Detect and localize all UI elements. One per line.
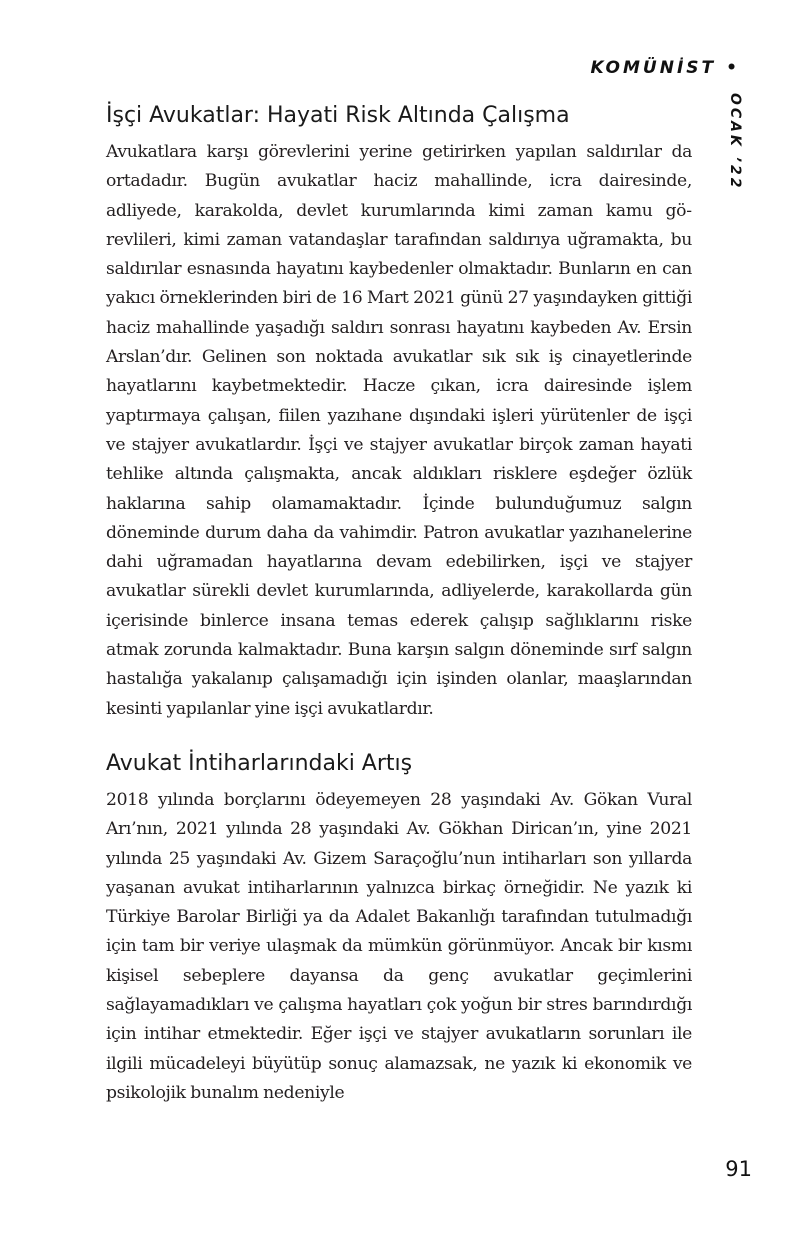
running-head xyxy=(590,58,740,78)
section-body: Avukatlara karşı görevlerini yerine getirirken yapılan saldırılar da ortadadır. Bugün avukatlar haciz mahallinde, icra dairesinde, adliyede, karakolda, devlet kurumlarında kimi zaman kamu görevlileri, kimi zaman vatandaşlar tarafından saldırıya uğramakta, bu saldırılar esnasında hayatını kaybedenler olmaktadır. Bunların en can yakıcı örneklerinden biri de 16 Mart 2021 günü 27 yaşındayken gittiği haciz mahallinde yaşadığı saldırı sonrası hayatını kaybeden Av. Ersin Arslan’dır. Gelinen son noktada avukatlar sık sık iş cinayetlerinde hayatlarını kaybetmektedir. Hacze çıkan, icra dairesinde işlem yaptırmaya çalışan, fiilen yazıhane dışındaki işleri yürütenler de işçi ve stajyer avukatlardır. İşçi ve stajyer avukatlar birçok zaman hayati tehlike altında çalışmakta, ancak aldıkları risklere eşdeğer özlük haklarına sahip olamamaktadır. İçinde bulunduğumuz salgın döneminde durum daha da vahimdir. Patron avukatlar yazıhanelerine dahi uğramadan hayatlarına devam edebilirken, işçi ve stajyer avukatlar sürekli devlet kurumlarında, adliyelerde, karakollarda gün içerisinde binlerce insana temas ederek çalışıp sağlıklarını riske atmak zorunda kalmaktadır. Buna karşın salgın döneminde sırf salgın hastalığa yakalanıp çalışamadığı için işinden olanlar, maaşlarından kesinti yapılanlar yine işçi avukatlardır. xyxy=(106,142,692,719)
section-heading: Avukat İntiharlarındaki Artış xyxy=(106,750,413,776)
section-heading: İşçi Avukatlar: Hayati Risk Altında Çalışma xyxy=(106,103,570,128)
page-number: 91 xyxy=(725,1157,752,1181)
issue-date-vertical: OCAK ’22 xyxy=(727,93,743,191)
article-content xyxy=(106,98,692,1108)
section-worker-lawyers-risk xyxy=(106,98,692,724)
section-lawyer-suicides xyxy=(106,746,692,1108)
section-body: 2018 yılında borçlarını ödeyemeyen 28 yaşındaki Av. Gökan Vural Arı’nın, 2021 yılında 28 yaşındaki Av. Gökhan Dirican’ın, yine 2021 yılında 25 yaşındaki Av. Gizem Saraçoğlu’nun intiharları son yıllarda yaşanan avukat intiharlarının yalnızca birkaç örneğidir. Ne yazık ki Türkiye Barolar Birliği ya da Adalet Bakanlığı tarafından tutulmadığı için tam bir veriye ulaşmak da mümkün görünmüyor. Ancak bir kısmı kişisel sebeplere dayansa da genç avukatlar geçimlerini sağlayamadıkları ve çalışma hayatları çok yoğun bir stres barındırdığı için intihar etmektedir. Eğer işçi ve stajyer avukatların sorunları ile ilgili mücadeleyi büyütüp sonuç alamazsak, ne yazık ki ekonomik ve psikolojik bunalım nedeniyle xyxy=(106,789,692,1103)
bullet-separator-icon: • xyxy=(726,58,740,78)
section-spacer xyxy=(106,724,692,746)
publication-name: KOMÜNİST xyxy=(590,58,717,78)
